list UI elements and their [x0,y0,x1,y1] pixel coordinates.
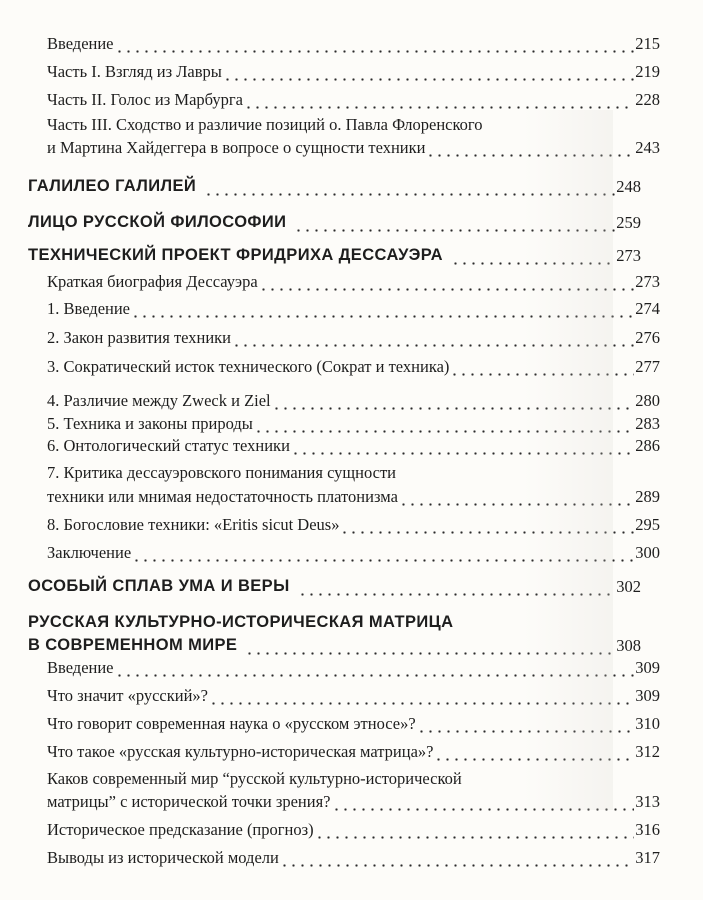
toc-entry [0,327,703,348]
toc-entry-page: 286 [635,436,660,455]
toc-section-page: 273 [616,246,641,265]
toc-entry-first-line: Часть III. Сходство и различие позиций о. Павла Флоренского [47,115,483,134]
toc-entry-page: 289 [635,487,660,506]
toc-entry-title: Введение [47,658,114,677]
dot-leader [451,252,615,266]
toc-entry-title: Историческое предсказание (прогноз) [47,820,314,839]
toc-section-page: 259 [616,213,641,232]
toc-entry-page: 317 [635,848,660,867]
toc-entry-first-line: Каков современный мир “русской культурно-исторической [47,769,462,788]
toc-entry [0,435,703,456]
toc-entry [0,819,703,840]
toc-entry-title: 3. Сократический исток технического (Сократ и техника) [47,357,450,376]
toc-entry [0,847,703,868]
toc-entry-title: Что такое «русская культурно-историческая матрица»? [47,742,434,761]
toc-section-page: 248 [616,177,641,196]
toc-entry-title: Что значит «русский»? [47,686,208,705]
toc-entry-title: 5. Техника и законы природы [47,414,253,433]
toc-entry [0,390,703,411]
toc-section-title: ЛИЦО РУССКОЙ ФИЛОСОФИИ [28,213,287,231]
dot-leader [280,854,634,868]
toc-entry-page: 283 [635,414,660,433]
dot-leader [291,442,634,456]
toc-section-title: ОСОБЫЙ СПЛАВ УМА И ВЕРЫ [28,577,290,595]
toc-section-title: ТЕХНИЧЕСКИЙ ПРОЕКТ ФРИДРИХА ДЕССАУЭРА [28,246,443,264]
dot-leader [132,549,634,563]
toc-entry-page: 309 [635,686,660,705]
toc-entry [0,61,703,82]
toc-entry-title: 6. Онтологический статус техники [47,436,290,455]
toc-section-title: В СОВРЕМЕННОМ МИРЕ [28,636,238,654]
toc-entry-page: 310 [635,714,660,733]
toc-entry [0,89,703,110]
toc-entry-page: 313 [635,792,660,811]
dot-leader [332,798,635,812]
dot-leader [223,68,634,82]
toc-entry-page: 228 [635,90,660,109]
dot-leader [259,278,635,292]
dot-leader [209,692,634,706]
toc-section-title: ГАЛИЛЕО ГАЛИЛЕЙ [28,177,197,195]
dot-leader [131,305,634,319]
toc-entry [0,741,703,762]
toc-entry-title: Краткая биография Дессауэра [47,272,258,291]
toc-entry-title: техники или мнимая недостаточность платонизма [47,487,398,506]
toc-entry [0,713,703,734]
toc-entry-page: 215 [635,34,660,53]
toc-section [0,212,684,233]
dot-leader [115,40,635,54]
dot-leader [298,583,616,597]
dot-leader [417,720,635,734]
dot-leader [115,664,635,678]
toc-entry-page: 309 [635,658,660,677]
toc-entry [0,685,703,706]
toc-section [0,176,684,197]
toc-entry-title: 4. Различие между Zweck и Ziel [47,391,271,410]
toc-entry-page: 316 [635,820,660,839]
toc-entry-title: матрицы” с исторической точки зрения? [47,792,331,811]
dot-leader [450,363,634,377]
toc-section-first-line: РУССКАЯ КУЛЬТУРНО-ИСТОРИЧЕСКАЯ МАТРИЦА [28,613,454,631]
toc-entry-page: 295 [635,515,660,534]
toc-entry-title: Заключение [47,543,132,562]
toc-entry [0,137,703,158]
dot-leader [426,144,634,158]
toc-entry-title: Выводы из исторической модели [47,848,279,867]
toc-section [0,635,684,656]
toc-entry-title: Что говорит современная наука о «русском этносе»? [47,714,416,733]
toc-entry [0,657,703,678]
toc-entry [0,542,703,563]
dot-leader [204,183,615,197]
toc-entry-page: 274 [635,299,660,318]
toc-entry [0,791,703,812]
dot-leader [254,420,634,434]
toc-section-page: 302 [616,577,641,596]
toc-entry [0,298,703,319]
dot-leader [244,96,634,110]
dot-leader [315,826,635,840]
toc-entry-page: 312 [635,742,660,761]
dot-leader [434,748,634,762]
toc-entry [0,413,703,434]
toc-entry [0,271,703,292]
toc-entry-title: и Мартина Хайдеггера в вопросе о сущности техники [47,138,426,157]
toc-entry-title: 1. Введение [47,299,131,318]
toc-entry-title: Введение [47,34,114,53]
toc-entry-title: 2. Закон развития техники [47,328,232,347]
dot-leader [340,521,634,535]
toc-entry-page: 300 [635,543,660,562]
toc-entry-page: 273 [635,272,660,291]
toc-entry [0,33,703,54]
toc-entry-page: 280 [635,391,660,410]
toc-entry-page: 219 [635,62,660,81]
dot-leader [245,642,615,656]
dot-leader [294,219,615,233]
dot-leader [232,334,634,348]
toc-entry [0,486,703,507]
toc-entry-page: 276 [635,328,660,347]
toc-entry [0,356,703,377]
toc-section [0,245,684,266]
dot-leader [399,493,634,507]
toc-entry-title: 8. Богословие техники: «Eritis sicut Deus» [47,515,340,534]
toc-entry-title: Часть II. Голос из Марбурга [47,90,244,109]
toc-entry [0,514,703,535]
toc-entry-page: 277 [635,357,660,376]
toc-section-page: 308 [616,636,641,655]
toc-entry-page: 243 [635,138,660,157]
dot-leader [272,397,635,411]
toc-entry-title: Часть I. Взгляд из Лавры [47,62,222,81]
toc-entry-first-line: 7. Критика дессауэровского понимания сущности [47,463,396,482]
toc-section [0,576,684,597]
